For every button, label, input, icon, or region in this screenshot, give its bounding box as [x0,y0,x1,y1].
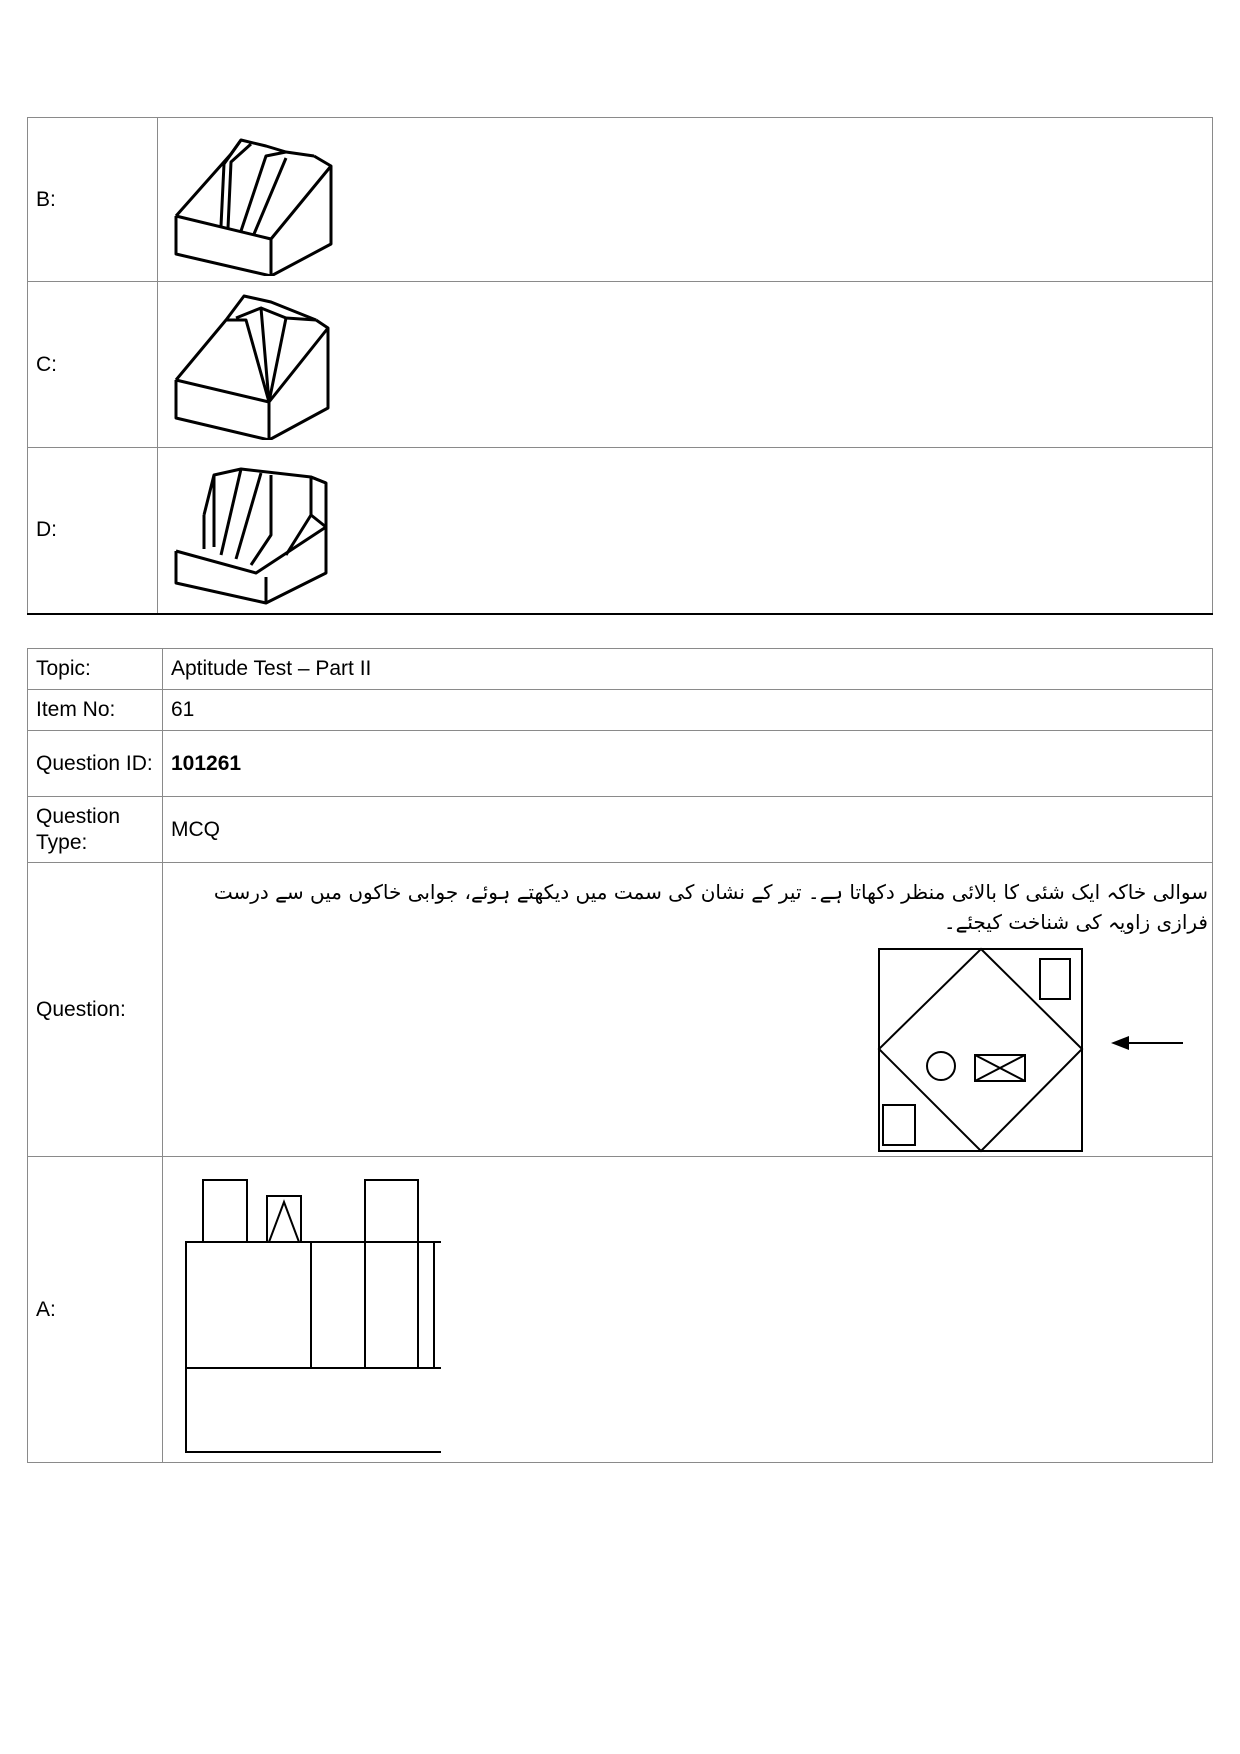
option-row-c [28,282,1213,448]
question-text: سوالی خاکہ ایک شئی کا بالائی منظر دکھاتا ہے۔ تیر کے نشان کی سمت میں دیکھتے ہوئے، جوابی خاکوں میں سے درست فرازی زاویہ کی شناخت کیجئے۔ [213,880,1208,934]
elevation-view-a-figure [171,1164,441,1456]
row-topic [28,649,1213,690]
options-table-top [27,117,1213,615]
isometric-block-b-figure [166,124,346,276]
option-figure-cell [158,448,1213,614]
option-a-figure-cell [163,1157,1213,1463]
option-row-d [28,448,1213,614]
option-a-label: A: [28,1157,163,1463]
option-label: D: [28,448,158,614]
isometric-block-c-figure [166,290,346,440]
option-row-b [28,118,1213,282]
row-item-no [28,690,1213,731]
arrow-icon [1111,1036,1129,1050]
option-label: B: [28,118,158,282]
row-question [28,863,1213,1157]
question-cell [163,863,1213,1157]
row-question-id [28,731,1213,797]
question-id-label: Question ID: [28,731,163,797]
question-label: Question: [28,863,163,1157]
top-view-figure [875,941,1195,1156]
item-no-label: Item No: [28,690,163,731]
topic-value: Aptitude Test – Part II [163,649,1213,690]
question-type-value: MCQ [163,797,1213,863]
question-id-value: 101261 [163,731,1213,797]
isometric-block-d-figure [166,455,346,605]
question-details-table [27,648,1213,1463]
option-figure-cell [158,282,1213,448]
question-type-label: Question Type: [28,797,163,863]
item-no-value: 61 [163,690,1213,731]
row-question-type [28,797,1213,863]
option-figure-cell [158,118,1213,282]
row-option-a [28,1157,1213,1463]
topic-label: Topic: [28,649,163,690]
option-label: C: [28,282,158,448]
